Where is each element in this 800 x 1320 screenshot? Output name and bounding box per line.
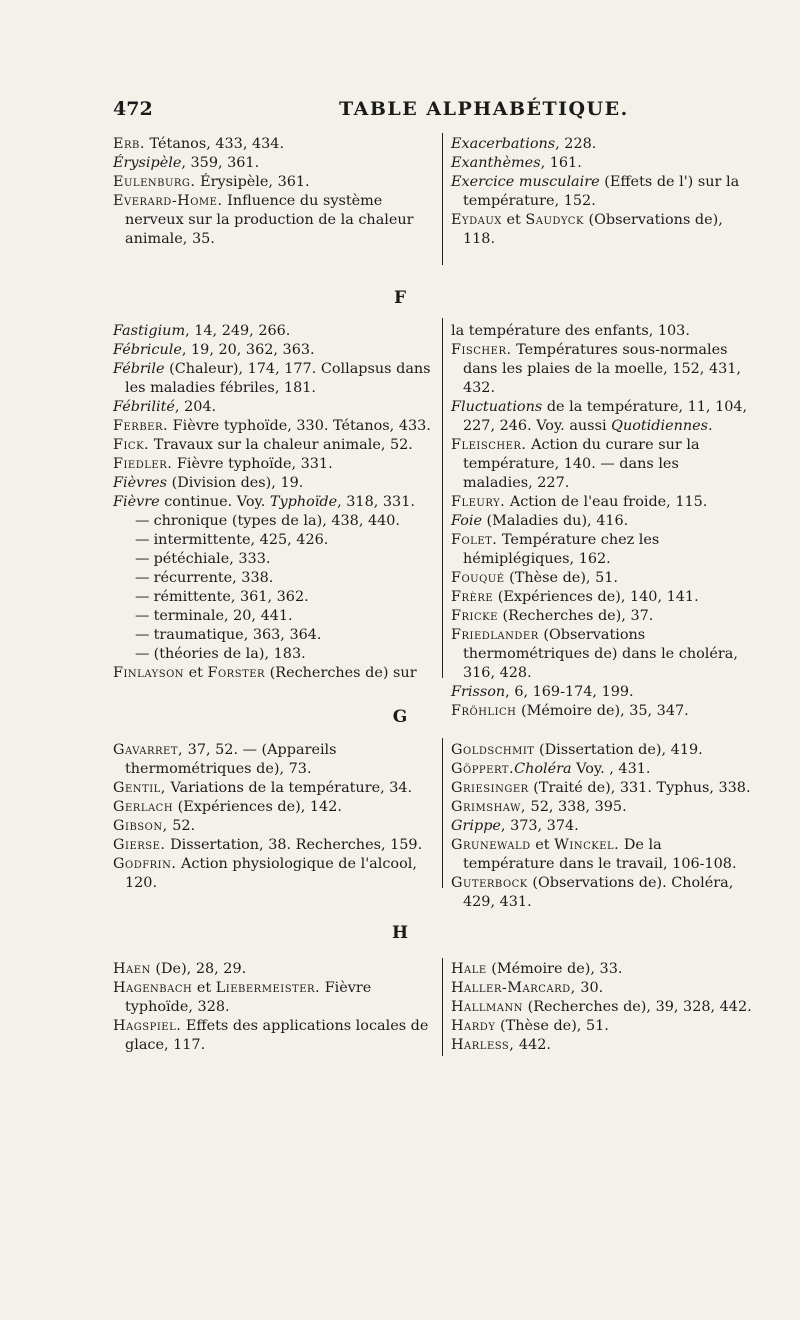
entry-text: , 204. (174, 399, 217, 415)
entry-author-name: Everard-Home. (113, 193, 223, 209)
index-entry (113, 855, 441, 893)
entry-author-name: Eydaux (451, 212, 502, 228)
index-entry (451, 607, 753, 626)
entry-term: Fièvres (113, 475, 168, 491)
entry-text: , 431. (609, 761, 651, 777)
entry-author-name: Godfrin. (113, 856, 177, 872)
entry-text: (Chaleur), 174, 177. Collapsus dans les maladies fébriles, 181. (125, 361, 431, 396)
index-subentry (113, 588, 441, 607)
entry-term: Exercice musculaire (451, 174, 600, 190)
entry-text: (Expériences de), 142. (173, 799, 342, 815)
index-subentry (113, 531, 441, 550)
index-entry (113, 960, 441, 979)
index-entry (451, 683, 753, 702)
entry-author-name: Friedlander (451, 627, 539, 643)
section-letter-f: F (393, 288, 407, 308)
index-entry (113, 1017, 441, 1055)
entry-text: Tétanos, 433, 434. (144, 136, 285, 152)
entry-author-name: Griesinger (451, 780, 529, 796)
index-entry (451, 1036, 753, 1055)
subentry-text: traumatique, 363, 364. (153, 627, 322, 643)
continuation-dash: — (135, 589, 150, 605)
entry-term: Typhoïde (269, 494, 338, 510)
entry-text: , 6, 169-174, 199. (505, 684, 634, 700)
entry-text: Action de l'eau froide, 115. (505, 494, 708, 510)
index-entry (451, 626, 753, 683)
entry-text: Dissertation, 38. Recherches, 159. (165, 837, 423, 853)
entry-text: (De), 28, 29. (150, 961, 247, 977)
entry-author-name: Gierse. (113, 837, 166, 853)
subentry-text: chronique (types de la), 438, 440. (153, 513, 401, 529)
entry-text: et (530, 837, 555, 853)
page-header (113, 98, 713, 126)
entry-author-name: Folet. (451, 532, 498, 548)
entry-text: et (501, 212, 526, 228)
entry-text: Travaux sur la chaleur animale, 52. (149, 437, 413, 453)
entry-text: Action du curare sur la température, 140. — dans les maladies, 227. (463, 437, 700, 491)
entry-text: (Division des), 19. (167, 475, 304, 491)
entry-text: (Observations de), 118. (463, 212, 723, 247)
entry-text: (Recherches de), 39, 328, 442. (523, 999, 752, 1015)
subentry-text: récurrente, 338. (153, 570, 274, 586)
entry-text: (Effets de l') sur la température, 152. (463, 174, 740, 209)
index-subentry (113, 607, 441, 626)
entry-term: Foie (451, 513, 482, 529)
continuation-dash: — (135, 646, 150, 662)
column-divider (442, 958, 443, 1056)
entry-term: Fièvre (113, 494, 160, 510)
section-letter-h: H (391, 923, 409, 943)
entry-text: 442. (514, 1037, 551, 1053)
entry-author-name: Guterbock (451, 875, 528, 891)
entry-text: et (184, 665, 208, 681)
index-subentry (113, 626, 441, 645)
index-entry (451, 173, 751, 211)
index-entry (113, 173, 438, 192)
entry-text: Action physiologique de l'alcool, 120. (125, 856, 417, 891)
index-entry (451, 960, 753, 979)
index-entry (113, 135, 438, 154)
entry-author-name: Haller-Marcard, (451, 980, 576, 996)
entry-text: 30. (575, 980, 604, 996)
entry-text: (Recherches de), 37. (497, 608, 654, 624)
entry-text: (Expériences de), 140, 141. (493, 589, 699, 605)
index-entry (451, 154, 751, 173)
entry-text: , 19, 20, 362, 363. (181, 342, 315, 358)
index-entry (113, 360, 441, 398)
index-entry (451, 531, 753, 569)
entry-author-name: Fricke (451, 608, 498, 624)
index-entry (451, 798, 753, 817)
continuation-dash: — (135, 608, 150, 624)
continuation-dash: — (135, 513, 150, 529)
index-entry (451, 493, 753, 512)
entry-author-name: Gavarret, (113, 742, 184, 758)
index-entry (113, 836, 441, 855)
entry-author-name: Grimshaw, (451, 799, 526, 815)
index-entry (451, 741, 753, 760)
entry-term: Choléra (514, 761, 572, 777)
column-divider (442, 318, 443, 678)
entry-author-name: Hagenbach (113, 980, 193, 996)
entry-text: Voy. (571, 761, 610, 777)
entry-term: Fastigium (113, 323, 186, 339)
entry-text: , 373, 374. (500, 818, 579, 834)
entry-term: Quotidiennes (611, 418, 709, 434)
entry-author-name: Winckel. (554, 837, 620, 853)
entry-author-name: Erb. (113, 136, 145, 152)
continuation-dash: — (135, 532, 150, 548)
entry-author-name: Forster (207, 665, 266, 681)
index-entry (451, 779, 753, 798)
index-entry (113, 979, 441, 1017)
index-entry (451, 874, 753, 912)
entry-text: , 318, 331. (337, 494, 415, 510)
entry-text: , 161. (540, 155, 582, 171)
entry-term: Fébricule (113, 342, 182, 358)
entry-author-name: Fleischer. (451, 437, 527, 453)
entry-text: , 228. (555, 136, 597, 152)
entry-text: Fièvre typhoïde, 328. (125, 980, 372, 1015)
entry-author-name: Grunewald (451, 837, 531, 853)
entry-text: (Observations thermométriques de) dans le choléra, 316, 428. (463, 627, 738, 681)
running-title: TABLE ALPHABÉTIQUE. (339, 98, 629, 120)
page-number: 472 (113, 98, 153, 120)
entry-author-name: Hale (451, 961, 487, 977)
subentry-text: rémittente, 361, 362. (153, 589, 309, 605)
index-entry (113, 817, 441, 836)
entry-author-name: Fröhlich (451, 703, 517, 719)
entry-text: continue. Voy. (159, 494, 270, 510)
entry-author-name: Goldschmit (451, 742, 535, 758)
entry-text: Effets des applications locales de glace, 117. (125, 1018, 429, 1053)
entry-author-name: Harless, (451, 1037, 515, 1053)
entry-author-name: Hallmann (451, 999, 524, 1015)
entry-text: (Mémoire de), 33. (486, 961, 623, 977)
index-entry (113, 436, 441, 455)
index-entry (451, 211, 751, 249)
index-entry (451, 569, 753, 588)
entry-text: 52, 338, 395. (525, 799, 627, 815)
section-f-right-column (451, 322, 753, 721)
section-h-left-column (113, 960, 441, 1055)
column-divider (442, 133, 443, 265)
section-e-left-column (113, 135, 438, 249)
index-entry (113, 779, 441, 798)
entry-author-name: Liebermeister. (215, 980, 321, 996)
entry-author-name: Gibson, (113, 818, 168, 834)
subentry-text: pétéchiale, 333. (153, 551, 271, 567)
entry-text: Température chez les hémiplégiques, 162. (463, 532, 660, 567)
index-entry (113, 664, 441, 683)
entry-text: de la température, 11, 104, 227, 246. Voy. aussi (463, 399, 748, 434)
section-letter-g: G (392, 707, 408, 727)
entry-term: Frisson (451, 684, 506, 700)
entry-term: Érysipèle (113, 155, 182, 171)
index-entry (113, 741, 441, 779)
entry-author-name: Fischer. (451, 342, 512, 358)
entry-author-name: Finlayson (113, 665, 185, 681)
index-entry (113, 798, 441, 817)
entry-author-name: Haen (113, 961, 151, 977)
section-g-right-column (451, 741, 753, 912)
entry-author-name: Gerlach (113, 799, 174, 815)
index-subentry (113, 569, 441, 588)
continuation-dash: — (135, 551, 150, 567)
subentry-text: (théories de la), 183. (153, 646, 306, 662)
entry-text: 52. (167, 818, 196, 834)
entry-text: (Thèse de), 51. (504, 570, 618, 586)
entry-text: Fièvre typhoïde, 331. (172, 456, 333, 472)
entry-author-name: Frère (451, 589, 494, 605)
index-entry (113, 154, 438, 173)
entry-text: 37, 52. — (Appareils thermométriques de), 73. (125, 742, 337, 777)
entry-text: (Mémoire de), 35, 347. (516, 703, 689, 719)
entry-text: . (708, 418, 713, 434)
entry-term: Fébrile (113, 361, 165, 377)
index-entry (451, 588, 753, 607)
entry-text: et (192, 980, 216, 996)
subentry-text: intermittente, 425, 426. (153, 532, 329, 548)
index-entry (113, 322, 441, 341)
index-entry (451, 322, 753, 341)
index-entry (451, 135, 751, 154)
index-entry (113, 455, 441, 474)
index-entry (113, 341, 441, 360)
entry-text: De la température dans le travail, 106-108. (463, 837, 737, 872)
entry-author-name: Fick. (113, 437, 150, 453)
index-entry (113, 417, 441, 436)
entry-text: Érysipèle, 361. (195, 174, 310, 190)
entry-term: Exacerbations (451, 136, 556, 152)
index-subentry (113, 645, 441, 664)
index-entry (113, 474, 441, 493)
entry-text: (Recherches de) sur (265, 665, 417, 681)
index-entry (451, 817, 753, 836)
entry-text: Influence du système nerveux sur la production de la chaleur animale, 35. (125, 193, 414, 247)
entry-text: (Maladies du), 416. (481, 513, 629, 529)
entry-text: (Observations de). Choléra, 429, 431. (463, 875, 734, 910)
index-entry (451, 398, 753, 436)
section-e-right-column (451, 135, 751, 249)
index-entry (113, 192, 438, 249)
index-entry (113, 493, 441, 512)
entry-term: Fluctuations (451, 399, 543, 415)
index-entry (451, 998, 753, 1017)
entry-text: Fièvre typhoïde, 330. Tétanos, 433. (168, 418, 431, 434)
entry-text: (Traité de), 331. Typhus, 338. (528, 780, 751, 796)
entry-author-name: Gentil, (113, 780, 166, 796)
section-g-left-column (113, 741, 441, 893)
subentry-text: terminale, 20, 441. (153, 608, 293, 624)
index-subentry (113, 550, 441, 569)
index-entry (451, 836, 753, 874)
entry-author-name: Fleury. (451, 494, 506, 510)
entry-text: Variations de la température, 34. (165, 780, 413, 796)
entry-author-name: Saudyck (525, 212, 584, 228)
entry-text: (Thèse de), 51. (495, 1018, 609, 1034)
section-h-right-column (451, 960, 753, 1055)
continuation-dash: — (135, 570, 150, 586)
entry-author-name: Hardy (451, 1018, 496, 1034)
entry-author-name: Göppert. (451, 761, 515, 777)
entry-term: Exanthèmes (451, 155, 541, 171)
entry-author-name: Eulenburg. (113, 174, 196, 190)
entry-text: (Dissertation de), 419. (534, 742, 703, 758)
entry-text: la température des enfants, 103. (451, 323, 690, 339)
entry-term: Grippe (451, 818, 501, 834)
index-entry (451, 979, 753, 998)
entry-author-name: Hagspiel. (113, 1018, 182, 1034)
index-entry (113, 398, 441, 417)
entry-author-name: Fouqué (451, 570, 505, 586)
entry-text: , 359, 361. (181, 155, 260, 171)
index-entry (451, 436, 753, 493)
entry-term: Fébrilité (113, 399, 175, 415)
index-entry (451, 760, 753, 779)
entry-author-name: Ferber. (113, 418, 169, 434)
index-entry (451, 341, 753, 398)
continuation-dash: — (135, 627, 150, 643)
column-divider (442, 738, 443, 888)
section-f-left-column (113, 322, 441, 683)
entry-text: , 14, 249, 266. (185, 323, 291, 339)
entry-text: Températures sous-normales dans les plaies de la moelle, 152, 431, 432. (463, 342, 741, 396)
index-entry (451, 512, 753, 531)
index-subentry (113, 512, 441, 531)
index-entry (451, 1017, 753, 1036)
entry-author-name: Fiedler. (113, 456, 173, 472)
